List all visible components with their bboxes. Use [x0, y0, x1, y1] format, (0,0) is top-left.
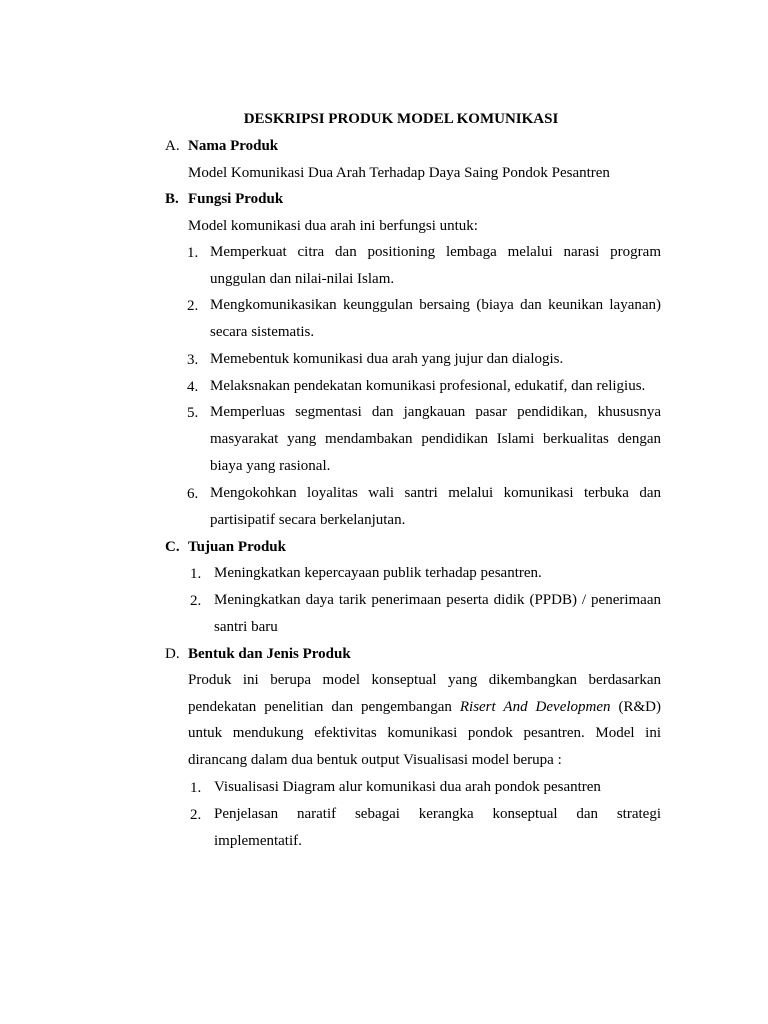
list-item-number: 1.: [187, 245, 199, 261]
section-a-heading: Nama Produk: [188, 138, 279, 154]
list-item: Visualisasi Diagram alur komunikasi dua arah pondok pesantren: [214, 779, 601, 795]
list-item-number: 2.: [190, 807, 202, 823]
section-b-heading: Fungsi Produk: [188, 191, 284, 207]
section-d-label: D.: [165, 646, 180, 662]
section-c-label: C.: [165, 539, 180, 555]
list-item: Mengkomunikasikan keunggulan bersaing (biaya dan keunikan layanan) secara sistematis.: [210, 297, 661, 340]
list-item: Memperluas segmentasi dan jangkauan pasar pendidikan, khususnya masyarakat yang mendambakan pendidikan Islami berkualitas dengan biaya yang rasional.: [210, 404, 661, 474]
section-b-label: B.: [165, 191, 179, 207]
list-item: Meningkatkan daya tarik penerimaan peserta didik (PPDB) / penerimaan santri baru: [214, 592, 661, 635]
list-item: Meningkatkan kepercayaan publik terhadap pesantren.: [214, 565, 542, 581]
list-item-number: 2.: [190, 593, 202, 609]
list-item: Melaksnakan pendekatan komunikasi profesional, edukatif, dan religius.: [210, 378, 646, 394]
list-item-number: 5.: [187, 405, 199, 421]
list-item-number: 6.: [187, 486, 199, 502]
document-title: DESKRIPSI PRODUK MODEL KOMUNIKASI: [243, 111, 559, 127]
list-item-number: 1.: [190, 566, 202, 582]
list-item-number: 1.: [190, 780, 202, 796]
list-item: Memperkuat citra dan positioning lembaga melalui narasi program unggulan dan nilai-nilai Islam.: [210, 244, 661, 287]
list-item: Penjelasan naratif sebagai kerangka konseptual dan strategi implementatif.: [214, 806, 661, 849]
section-a-text: Model Komunikasi Dua Arah Terhadap Daya Saing Pondok Pesantren: [188, 165, 610, 181]
section-d-heading: Bentuk dan Jenis Produk: [188, 646, 351, 662]
list-item-number: 3.: [187, 352, 199, 368]
paragraph-italic-term: Risert And Developmen: [459, 698, 611, 715]
list-item: Mengokohkan loyalitas wali santri melalui komunikasi terbuka dan partisipatif secara berkelanjutan.: [210, 485, 661, 528]
list-item-number: 4.: [187, 379, 199, 395]
section-b-intro: Model komunikasi dua arah ini berfungsi untuk:: [188, 218, 478, 234]
list-item-number: 2.: [187, 298, 199, 314]
paragraph-text: Produk ini berupa model konseptual yang dikembangkan berdasarkan pendekatan penelitian dan pengembangan: [188, 672, 661, 715]
list-item: Memebentuk komunikasi dua arah yang jujur dan dialogis.: [210, 351, 564, 367]
section-c-heading: Tujuan Produk: [188, 539, 286, 555]
section-a-label: A.: [165, 138, 180, 154]
paragraph-text: (R&D) untuk mendukung efektivitas komunikasi pondok pesantren. Model ini dirancang dalam dua bentuk output Visualisasi model berupa :: [188, 698, 662, 769]
section-d-paragraph: [188, 667, 661, 774]
